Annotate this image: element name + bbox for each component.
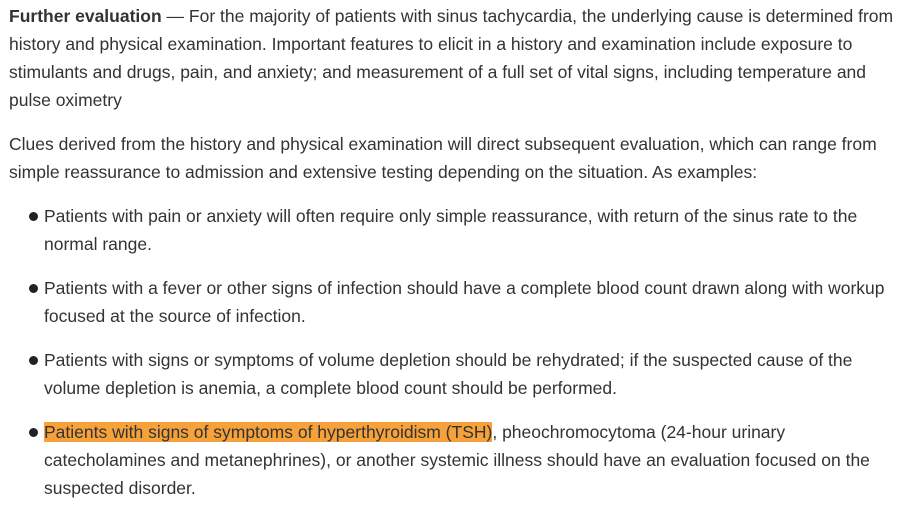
bullet-icon [29, 284, 38, 293]
examples-list [9, 202, 904, 502]
clues-paragraph: Clues derived from the history and physical examination will direct subsequent evaluation, which can range from simple reassurance to admission and extensive testing depending on the situation. As examples: [9, 134, 877, 182]
list-item-text: Patients with a fever or other signs of infection should have a complete blood count drawn along with workup focused at the source of infection. [44, 278, 885, 326]
list-item-text: , pheochromocytoma (24-hour urinary catecholamines and metanephrines), or another systemic illness should have an evaluation focused on the suspected disorder. [44, 422, 870, 498]
section-heading: Further evaluation [9, 6, 162, 26]
list-item-text: Patients with signs or symptoms of volume depletion should be rehydrated; if the suspected cause of the volume depletion is anemia, a complete blood count should be performed. [44, 350, 853, 398]
bullet-icon [29, 212, 38, 221]
highlighted-text: Patients with signs of symptoms of hyperthyroidism (TSH) [44, 422, 493, 442]
list-item [9, 418, 904, 502]
list-item [9, 274, 904, 330]
further-evaluation-paragraph [9, 2, 904, 114]
bullet-icon [29, 356, 38, 365]
paragraph-text: — For the majority of patients with sinus tachycardia, the underlying cause is determined from history and physical examination. Important features to elicit in a history and examination include exposure to stimulants and drugs, pain, and anxiety; and measurement of a full set of vital signs, including temperature and pulse oximetry [9, 6, 894, 110]
list-item-text: Patients with pain or anxiety will often require only simple reassurance, with return of the sinus rate to the normal range. [44, 206, 858, 254]
list-item [9, 346, 904, 402]
list-item [9, 202, 904, 258]
bullet-icon [29, 428, 38, 437]
